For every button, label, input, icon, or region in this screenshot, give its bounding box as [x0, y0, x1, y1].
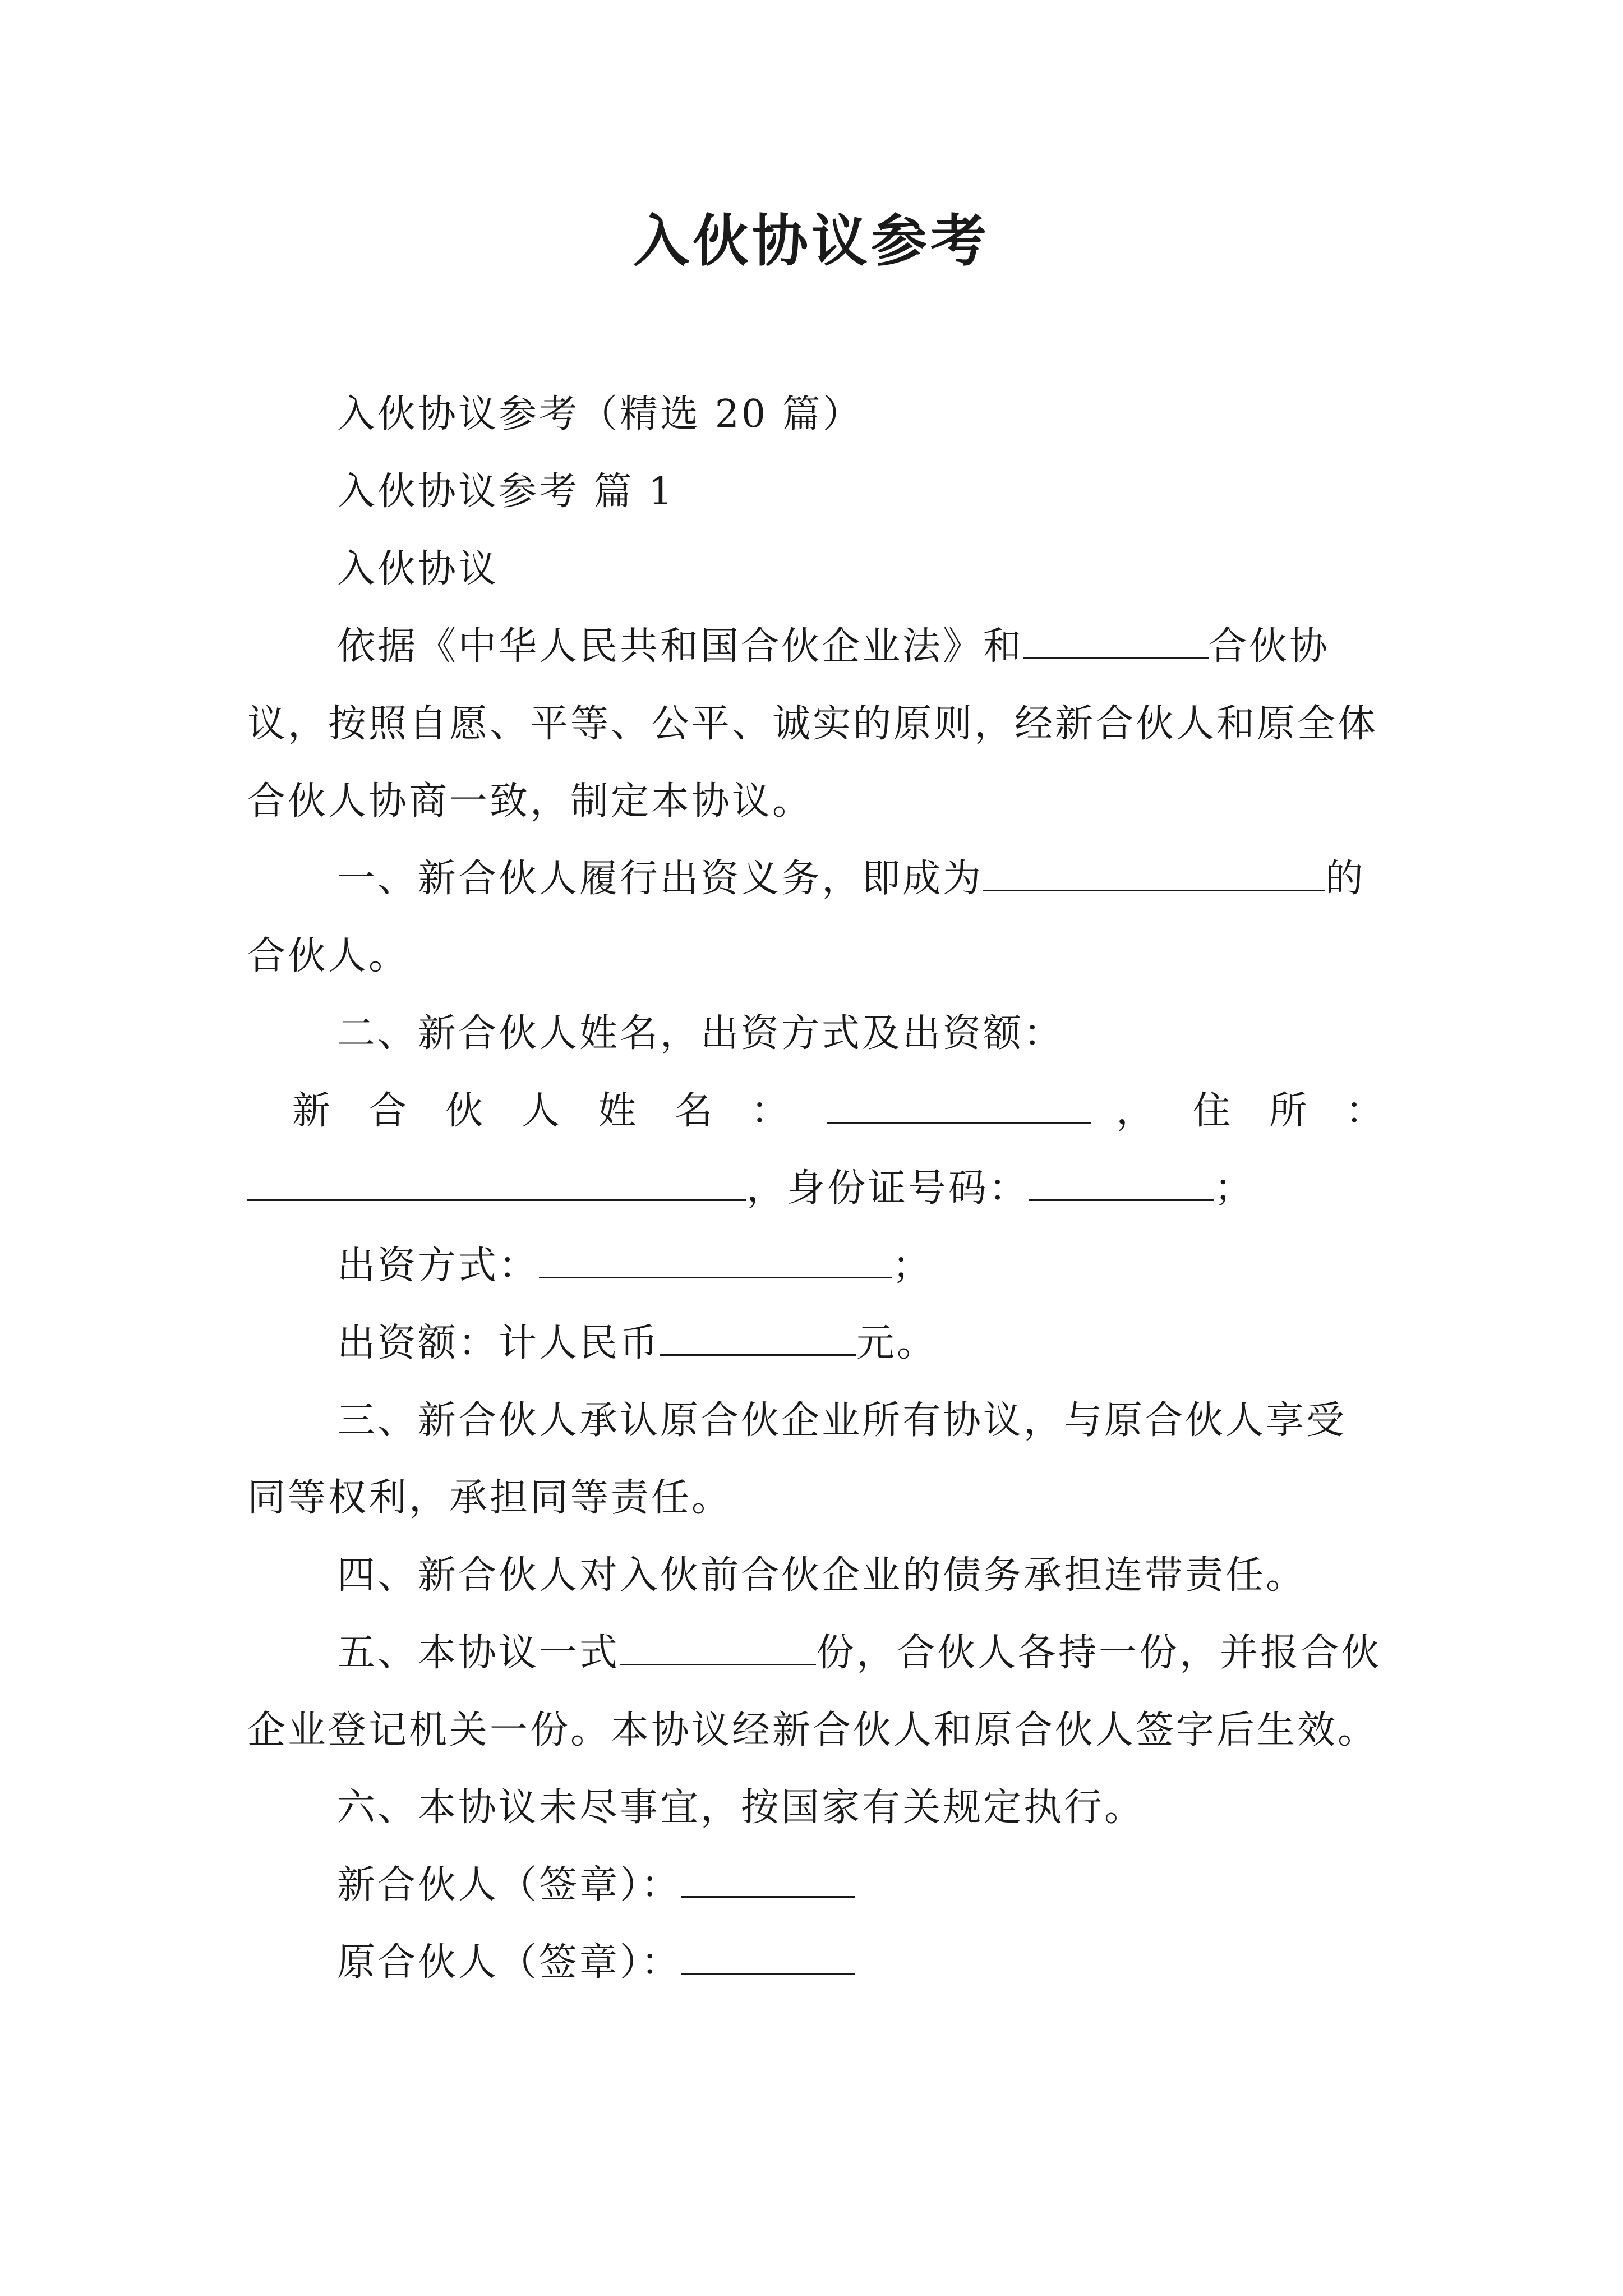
blank-partner-name[interactable] — [827, 1091, 1091, 1124]
blank-enterprise-name[interactable] — [983, 858, 1325, 891]
label-address: ， 住 所 ： — [1116, 1089, 1386, 1133]
paragraph-subtitle: 入伙协议参考（精选 20 篇） — [337, 392, 863, 436]
paragraph-section-heading: 入伙协议参考 篇 1 — [337, 470, 675, 514]
document-title: 入伙协议参考 — [633, 208, 990, 274]
blank-original-partner-signature[interactable] — [681, 1942, 855, 1975]
signature-original-partner — [247, 1924, 1386, 2001]
clause-2-name-address — [247, 1073, 1386, 1150]
blank-copies[interactable] — [620, 1632, 816, 1665]
blank-agreement-name[interactable] — [1023, 626, 1209, 659]
clause-4: 四、新合伙人对入伙前合伙企业的债务承担连带责任。 — [337, 1553, 1307, 1598]
id-number-end: ； — [1214, 1166, 1255, 1211]
signature-new-partner — [247, 1847, 1386, 1924]
clause-5-text-a: 五、本协议一式 — [337, 1631, 620, 1675]
clause-1 — [247, 840, 1386, 995]
clause-5-text-b: 份，合伙人各持一份，并报合伙企业登记机关一份。本协议经新合伙人和原合伙人签字后生效。 — [247, 1631, 1382, 1752]
clause-3: 三、新合伙人承认原合伙企业所有协议，与原合伙人享受同等权利，承担同等责任。 — [247, 1398, 1347, 1520]
label-new-partner-name: 新 合 伙 人 姓 名 ： — [292, 1089, 803, 1133]
blank-id-number[interactable] — [1029, 1168, 1214, 1201]
paragraph-preamble — [247, 608, 1386, 840]
blank-contribution-amount[interactable] — [660, 1323, 856, 1356]
label-original-partner-signature: 原合伙人（签章）： — [337, 1940, 682, 1985]
label-contribution-method: 出资方式： — [337, 1244, 540, 1288]
contribution-amount-end: 元。 — [856, 1321, 938, 1365]
label-id-number: ，身份证号码： — [746, 1166, 1030, 1211]
clause-2-address-id — [247, 1150, 1386, 1227]
label-new-partner-signature: 新合伙人（签章）： — [337, 1863, 682, 1907]
clause-1-text-b: 的合伙人。 — [247, 857, 1366, 978]
clause-2-contribution-amount — [247, 1305, 1386, 1382]
clause-5 — [247, 1614, 1386, 1769]
clause-1-text-a: 一、新合伙人履行出资义务，即成为 — [337, 857, 984, 901]
clause-6: 六、本协议未尽事宜，按国家有关规定执行。 — [337, 1786, 1145, 1830]
clause-2-contribution-method — [247, 1227, 1386, 1305]
preamble-text-a: 依据《中华人民共和国合伙企业法》和 — [337, 624, 1024, 669]
paragraph-agreement-name: 入伙协议 — [337, 547, 499, 591]
contribution-method-end: ； — [892, 1244, 933, 1288]
blank-address[interactable] — [247, 1168, 746, 1201]
blank-new-partner-signature[interactable] — [681, 1865, 855, 1898]
blank-contribution-method[interactable] — [539, 1245, 892, 1278]
document-body — [247, 376, 1386, 2001]
preamble-text-b: 合伙协议，按照自愿、平等、公平、诚实的原则，经新合伙人和原全体合伙人协商一致，制定本协议。 — [247, 624, 1378, 823]
label-contribution-amount: 出资额：计人民币 — [337, 1321, 661, 1365]
clause-2: 二、新合伙人姓名，出资方式及出资额： — [337, 1011, 1064, 1056]
